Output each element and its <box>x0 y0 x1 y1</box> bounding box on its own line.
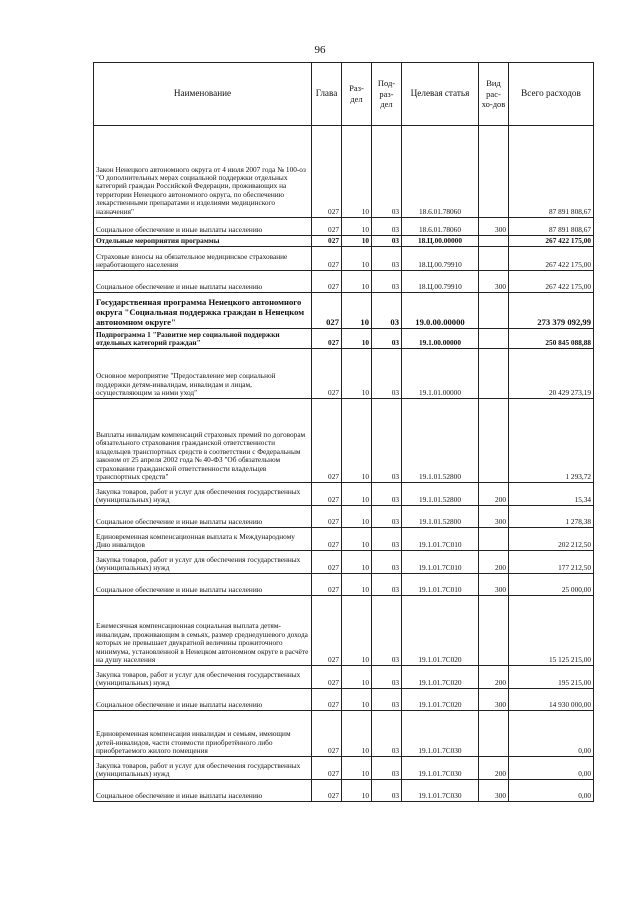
row-name: Единовременная компенсационная выплата к Международному Дню инвалидов <box>94 528 312 551</box>
row-section: 10 <box>342 757 372 780</box>
table-row <box>94 596 594 666</box>
row-total: 0,00 <box>509 757 594 780</box>
row-chapter: 027 <box>312 780 342 802</box>
row-chapter: 027 <box>312 666 342 689</box>
row-target-code: 19.1.00.00000 <box>402 329 479 349</box>
table-row <box>94 271 594 293</box>
row-subsection: 03 <box>372 666 402 689</box>
table-row <box>94 551 594 574</box>
row-chapter: 027 <box>312 236 342 247</box>
row-total: 87 891 808,67 <box>509 126 594 218</box>
row-section: 10 <box>342 780 372 802</box>
row-expense-type: 300 <box>479 689 509 711</box>
row-name: Основное мероприятие "Предоставление мер социальной поддержки детям-инвалидам, инвалидам и лицам, осуществляющим за ними уход" <box>94 349 312 399</box>
row-total: 1 293,72 <box>509 399 594 483</box>
budget-table <box>93 62 594 802</box>
row-subsection: 03 <box>372 757 402 780</box>
table-row <box>94 236 594 247</box>
row-section: 10 <box>342 271 372 293</box>
row-chapter: 027 <box>312 126 342 218</box>
table-row <box>94 218 594 236</box>
row-chapter: 027 <box>312 247 342 271</box>
row-subsection: 03 <box>372 574 402 596</box>
row-subsection: 03 <box>372 218 402 236</box>
row-section: 10 <box>342 506 372 528</box>
row-total: 267 422 175,00 <box>509 247 594 271</box>
row-expense-type <box>479 399 509 483</box>
page-number: 96 <box>314 44 326 56</box>
row-total: 14 930 000,00 <box>509 689 594 711</box>
row-section: 10 <box>342 399 372 483</box>
row-total: 0,00 <box>509 780 594 802</box>
row-expense-type: 200 <box>479 551 509 574</box>
row-expense-type: 200 <box>479 483 509 506</box>
row-target-code: 19.1.01.52800 <box>402 399 479 483</box>
row-name: Закупка товаров, работ и услуг для обеспечения государственных (муниципальных) нужд <box>94 551 312 574</box>
row-chapter: 027 <box>312 596 342 666</box>
row-chapter: 027 <box>312 293 342 329</box>
row-name: Ежемесячная компенсационная социальная выплата детям-инвалидам, проживающим в семьях, размер среднедушевого дохода которых не превышает двукратной величины прожиточного минимума, установленной в Ненецком автономном округе в расчёте на душу населения <box>94 596 312 666</box>
table-row <box>94 666 594 689</box>
row-expense-type: 300 <box>479 574 509 596</box>
row-name: Закупка товаров, работ и услуг для обеспечения государственных (муниципальных) нужд <box>94 757 312 780</box>
row-chapter: 027 <box>312 711 342 757</box>
table-row <box>94 126 594 218</box>
row-section: 10 <box>342 596 372 666</box>
table-row <box>94 247 594 271</box>
row-total: 15,34 <box>509 483 594 506</box>
row-total: 0,00 <box>509 711 594 757</box>
row-chapter: 027 <box>312 506 342 528</box>
row-target-code: 19.1.01.7С010 <box>402 528 479 551</box>
row-total: 1 278,38 <box>509 506 594 528</box>
row-section: 10 <box>342 293 372 329</box>
row-chapter: 027 <box>312 349 342 399</box>
row-name: Единовременная компенсация инвалидам и семьям, имеющим детей-инвалидов, части стоимости приобретённого либо приобретаемого жилого помещения <box>94 711 312 757</box>
row-subsection: 03 <box>372 506 402 528</box>
row-name: Страховые взносы на обязательное медицинское страхование неработающего населения <box>94 247 312 271</box>
row-name: Социальное обеспечение и иные выплаты населению <box>94 689 312 711</box>
row-total: 202 212,50 <box>509 528 594 551</box>
row-target-code: 19.1.01.7С030 <box>402 780 479 802</box>
row-subsection: 03 <box>372 329 402 349</box>
table-header-row <box>94 63 594 126</box>
row-expense-type <box>479 329 509 349</box>
table-row <box>94 399 594 483</box>
row-target-code: 19.1.01.7С010 <box>402 551 479 574</box>
row-subsection: 03 <box>372 483 402 506</box>
row-subsection: 03 <box>372 689 402 711</box>
table-row <box>94 329 594 349</box>
table-row <box>94 574 594 596</box>
row-total: 250 845 088,88 <box>509 329 594 349</box>
row-name: Выплаты инвалидам компенсаций страховых премий по договорам обязательного страхования гражданской ответственности владельцев транспортных средств в соответствии с Федеральным законом от 25 апреля 2002 года № 40-ФЗ "Об обязательном страховании гражданской ответственности владельцев транспортных средств" <box>94 399 312 483</box>
row-target-code: 18.Ц.00.79910 <box>402 271 479 293</box>
row-subsection: 03 <box>372 528 402 551</box>
row-section: 10 <box>342 689 372 711</box>
row-subsection: 03 <box>372 399 402 483</box>
row-name: Отдельные мероприятия программы <box>94 236 312 247</box>
row-target-code: 19.1.01.7С030 <box>402 711 479 757</box>
row-expense-type: 200 <box>479 666 509 689</box>
row-expense-type: 300 <box>479 218 509 236</box>
row-subsection: 03 <box>372 271 402 293</box>
row-target-code: 19.0.00.00000 <box>402 293 479 329</box>
col-header-section: Раз-дел <box>342 63 372 126</box>
col-header-total: Всего расходов <box>509 63 594 126</box>
row-subsection: 03 <box>372 126 402 218</box>
row-subsection: 03 <box>372 551 402 574</box>
row-name: Социальное обеспечение и иные выплаты населению <box>94 218 312 236</box>
row-total: 20 429 273,19 <box>509 349 594 399</box>
row-target-code: 19.1.01.52800 <box>402 483 479 506</box>
row-section: 10 <box>342 574 372 596</box>
row-section: 10 <box>342 551 372 574</box>
row-section: 10 <box>342 247 372 271</box>
row-total: 15 125 215,00 <box>509 596 594 666</box>
row-name: Закупка товаров, работ и услуг для обеспечения государственных (муниципальных) нужд <box>94 483 312 506</box>
table-row <box>94 689 594 711</box>
row-section: 10 <box>342 349 372 399</box>
row-name: Социальное обеспечение и иные выплаты населению <box>94 780 312 802</box>
col-header-chapter: Глава <box>312 63 342 126</box>
row-section: 10 <box>342 483 372 506</box>
row-total: 177 212,50 <box>509 551 594 574</box>
row-chapter: 027 <box>312 483 342 506</box>
row-total: 87 891 808,67 <box>509 218 594 236</box>
row-expense-type <box>479 236 509 247</box>
row-section: 10 <box>342 666 372 689</box>
row-section: 10 <box>342 218 372 236</box>
row-subsection: 03 <box>372 247 402 271</box>
row-subsection: 03 <box>372 293 402 329</box>
row-name: Закон Ненецкого автономного округа от 4 июля 2007 года № 100-оз "О дополнительных мерах социальной поддержки отдельных категорий граждан Российской Федерации, проживающих на территории Ненецкого автономного округа, по обеспечению лекарственными препаратами и изделиями медицинского назначения" <box>94 126 312 218</box>
row-target-code: 19.1.01.7С020 <box>402 596 479 666</box>
row-target-code: 19.1.01.7С020 <box>402 689 479 711</box>
row-subsection: 03 <box>372 236 402 247</box>
table-row <box>94 506 594 528</box>
row-name: Социальное обеспечение и иные выплаты населению <box>94 574 312 596</box>
row-expense-type <box>479 349 509 399</box>
row-name: Подпрограмма 1 "Развитие мер социальной поддержки отдельных категорий граждан" <box>94 329 312 349</box>
row-target-code: 19.1.01.7С010 <box>402 574 479 596</box>
row-name: Социальное обеспечение и иные выплаты населению <box>94 271 312 293</box>
row-target-code: 18.6.01.78060 <box>402 126 479 218</box>
table-row <box>94 528 594 551</box>
table-row <box>94 757 594 780</box>
row-expense-type: 200 <box>479 757 509 780</box>
row-section: 10 <box>342 329 372 349</box>
row-target-code: 18.Ц.00.00000 <box>402 236 479 247</box>
table-row <box>94 780 594 802</box>
row-expense-type <box>479 126 509 218</box>
row-target-code: 18.Ц.00.79910 <box>402 247 479 271</box>
row-target-code: 18.6.01.78060 <box>402 218 479 236</box>
row-chapter: 027 <box>312 757 342 780</box>
row-subsection: 03 <box>372 711 402 757</box>
row-subsection: 03 <box>372 780 402 802</box>
row-name: Государственная программа Ненецкого автономного округа "Социальная поддержка граждан в Ненецком автономном округе" <box>94 293 312 329</box>
row-target-code: 19.1.01.00000 <box>402 349 479 399</box>
row-target-code: 19.1.01.7С020 <box>402 666 479 689</box>
col-header-expense-type: Вид рас-хо-дов <box>479 63 509 126</box>
row-expense-type: 300 <box>479 506 509 528</box>
row-total: 273 379 092,99 <box>509 293 594 329</box>
col-header-subsection: Под-раз-дел <box>372 63 402 126</box>
row-chapter: 027 <box>312 551 342 574</box>
row-expense-type <box>479 596 509 666</box>
row-expense-type <box>479 293 509 329</box>
row-total: 195 215,00 <box>509 666 594 689</box>
row-expense-type <box>479 528 509 551</box>
row-expense-type: 300 <box>479 780 509 802</box>
row-chapter: 027 <box>312 271 342 293</box>
table-row <box>94 349 594 399</box>
row-expense-type: 300 <box>479 271 509 293</box>
col-header-name: Наименование <box>94 63 312 126</box>
row-chapter: 027 <box>312 574 342 596</box>
row-chapter: 027 <box>312 689 342 711</box>
row-chapter: 027 <box>312 399 342 483</box>
row-name: Закупка товаров, работ и услуг для обеспечения государственных (муниципальных) нужд <box>94 666 312 689</box>
table-row <box>94 483 594 506</box>
row-section: 10 <box>342 711 372 757</box>
row-subsection: 03 <box>372 596 402 666</box>
row-chapter: 027 <box>312 528 342 551</box>
row-total: 267 422 175,00 <box>509 271 594 293</box>
table-row <box>94 293 594 329</box>
row-chapter: 027 <box>312 329 342 349</box>
row-section: 10 <box>342 126 372 218</box>
row-chapter: 027 <box>312 218 342 236</box>
row-name: Социальное обеспечение и иные выплаты населению <box>94 506 312 528</box>
row-expense-type <box>479 247 509 271</box>
table-row <box>94 711 594 757</box>
col-header-target: Целевая статья <box>402 63 479 126</box>
row-subsection: 03 <box>372 349 402 399</box>
row-target-code: 19.1.01.52800 <box>402 506 479 528</box>
row-total: 25 000,00 <box>509 574 594 596</box>
row-total: 267 422 175,00 <box>509 236 594 247</box>
row-target-code: 19.1.01.7С030 <box>402 757 479 780</box>
row-section: 10 <box>342 236 372 247</box>
row-section: 10 <box>342 528 372 551</box>
row-expense-type <box>479 711 509 757</box>
